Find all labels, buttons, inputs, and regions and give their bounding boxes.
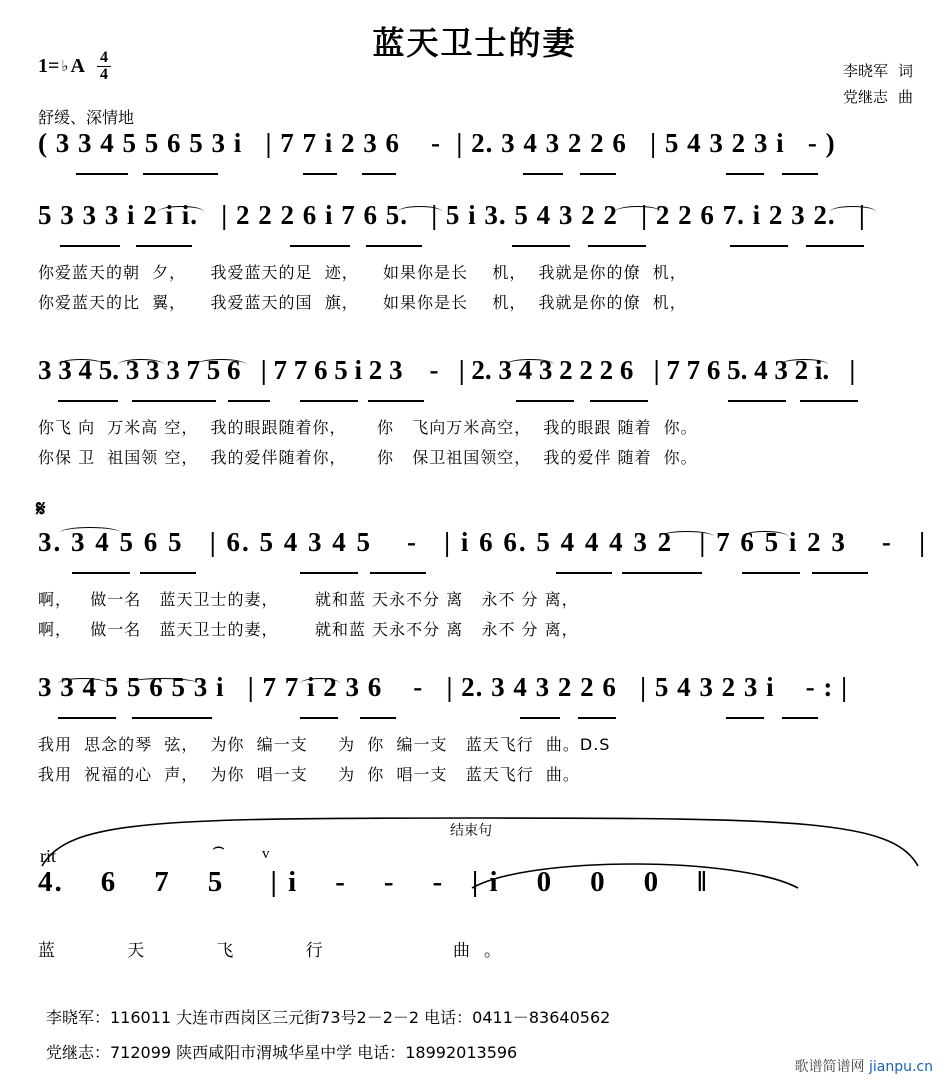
flat-symbol: ♭ (61, 59, 69, 75)
beam (140, 572, 196, 574)
notes-line: 5 3 3 3 i 2 i i. | 2 2 2 6 i 7 6 5. | 5 i 3. 5 4 3 2 2 | 2 2 6 7. i 2 3 2. | (38, 200, 866, 230)
footer-line-1: 李晓军：116011 大连市西岗区三元街73号2－2－2 电话：0411－83640562 (46, 1008, 611, 1027)
notes-line: 3 3 4 5. 3 3 3 7 5 6 | 7 7 6 5 i 2 3 - | 2. 3 4 3 2 2 2 6 | 7 7 6 5. 4 3 2 i. | (38, 355, 856, 385)
beam (58, 400, 118, 402)
lyric-line-2: 你保 卫 祖国领 空， 我的爱伴随着你， 你 保卫祖国领空， 我的爱伴 随着 你。 (38, 448, 698, 467)
beam (303, 173, 337, 175)
beam (228, 400, 270, 402)
beam (520, 717, 560, 719)
lyric-line-1: 你飞 向 万米高 空， 我的眼跟随着你， 你 飞向万米高空， 我的眼跟 随着 你。 (38, 418, 698, 437)
system-2 (0, 200, 949, 320)
beam (132, 717, 212, 719)
beam (742, 572, 800, 574)
slur (300, 678, 340, 689)
slur (158, 206, 204, 217)
beam (580, 173, 616, 175)
beam (76, 173, 128, 175)
beam (143, 173, 218, 175)
slur (830, 206, 876, 217)
lyric-line-1: 你爱蓝天的朝 夕， 我爱蓝天的足 迹， 如果你是长 机， 我就是你的僚 机， (38, 263, 687, 282)
notes-line: 4. 6 7 5 | i - - - | i 0 0 0 ‖ (38, 866, 709, 898)
key-prefix: 1= (38, 55, 60, 77)
beam (728, 400, 786, 402)
rit-marking: rit (40, 846, 56, 866)
slur (468, 854, 808, 894)
lyric-line-2: 啊， 做一名 蓝天卫士的妻， 就和蓝 天永不分 离 永不 分 离， (38, 620, 579, 639)
notes-line: 3 3 4 5 5 6 5 3 i | 7 7 i 2 3 6 - | 2. 3 4 3 2 2 6 | 5 4 3 2 3 i - : | (38, 672, 849, 702)
beam (578, 717, 616, 719)
beam (136, 245, 192, 247)
slur (58, 678, 108, 689)
tempo-marking: 舒缓、深情地 (38, 108, 135, 127)
beam (590, 400, 648, 402)
time-signature (97, 50, 111, 83)
system-4 (0, 497, 949, 639)
beam (523, 173, 563, 175)
beam (800, 400, 858, 402)
slur (780, 359, 828, 370)
credit-composer: 党继志 曲 (842, 88, 913, 106)
fermata-icon: ⌢ (212, 836, 226, 858)
beam (782, 173, 818, 175)
breath-mark: ᴠ (262, 846, 270, 862)
beam (72, 572, 130, 574)
slur (398, 206, 442, 217)
beam (730, 245, 788, 247)
credits (843, 58, 913, 110)
lyric-line-1: 我用 思念的琴 弦， 为你 编一支 为 你 编一支 蓝天飞行 曲。D.S (38, 735, 611, 754)
beam (556, 572, 612, 574)
lyric-line-2: 我用 祝福的心 声， 为你 唱一支 为 你 唱一支 蓝天飞行 曲。 (38, 765, 580, 784)
notes-line: ( 3 3 4 5 5 6 5 3 i | 7 7 i 2 3 6 - | 2. 3 4 3 2 2 6 | 5 4 3 2 3 i - ) (38, 128, 836, 158)
segno-sign: 𝄋 (36, 497, 46, 522)
footer-line-2: 党继志：712099 陕西咸阳市渭城华星中学 电话：18992013596 (46, 1043, 518, 1062)
slur (742, 531, 788, 542)
page-title: 蓝天卫士的妻 (372, 24, 577, 62)
slur (660, 531, 714, 542)
key-letter: A (70, 55, 85, 77)
beam (370, 572, 426, 574)
beam (132, 400, 216, 402)
notes-line: 3. 3 4 5 6 5 | 6. 5 4 3 4 5 - | i 6 6. 5 4 4 4 3 2 | 7 6 5 i 2 3 - | (38, 527, 928, 557)
lyric-line-2: 你爱蓝天的比 翼， 我爱蓝天的国 旗， 如果你是长 机， 我就是你的僚 机， (38, 293, 687, 312)
slur (60, 527, 120, 538)
system-6-coda (0, 818, 949, 968)
lyric-line-1: 蓝 天 飞 行 曲。 (38, 941, 516, 961)
beam (806, 245, 864, 247)
coda-label: 结束句 (450, 823, 492, 839)
slur (126, 678, 198, 689)
beam (726, 717, 764, 719)
watermark (795, 1056, 933, 1076)
system-1-intro (0, 128, 949, 188)
system-3 (0, 355, 949, 475)
beam (516, 400, 574, 402)
watermark-cn: 歌谱简谱网 (794, 1059, 865, 1075)
slur (196, 359, 246, 370)
key-signature (38, 50, 111, 83)
beam (360, 717, 396, 719)
meter-bottom: 4 (99, 66, 108, 83)
beam (812, 572, 868, 574)
beam (726, 173, 764, 175)
beam (300, 400, 358, 402)
slur (58, 359, 104, 370)
beam (366, 245, 422, 247)
slur (615, 206, 661, 217)
beam (362, 173, 396, 175)
beam (782, 717, 818, 719)
slur (506, 359, 554, 370)
beam (512, 245, 570, 247)
beam (60, 245, 120, 247)
slur (118, 359, 164, 370)
beam (300, 717, 338, 719)
system-5 (0, 672, 949, 792)
beam (300, 572, 358, 574)
beam (290, 245, 350, 247)
meter-top: 4 (97, 50, 111, 67)
lyric-line-1: 啊， 做一名 蓝天卫士的妻， 就和蓝 天永不分 离 永不 分 离， (38, 590, 579, 609)
beam (368, 400, 424, 402)
credit-lyricist: 李晓军 词 (842, 62, 913, 80)
beam (588, 245, 646, 247)
beam (58, 717, 116, 719)
beam (622, 572, 702, 574)
watermark-url: jianpu.cn (868, 1059, 933, 1075)
